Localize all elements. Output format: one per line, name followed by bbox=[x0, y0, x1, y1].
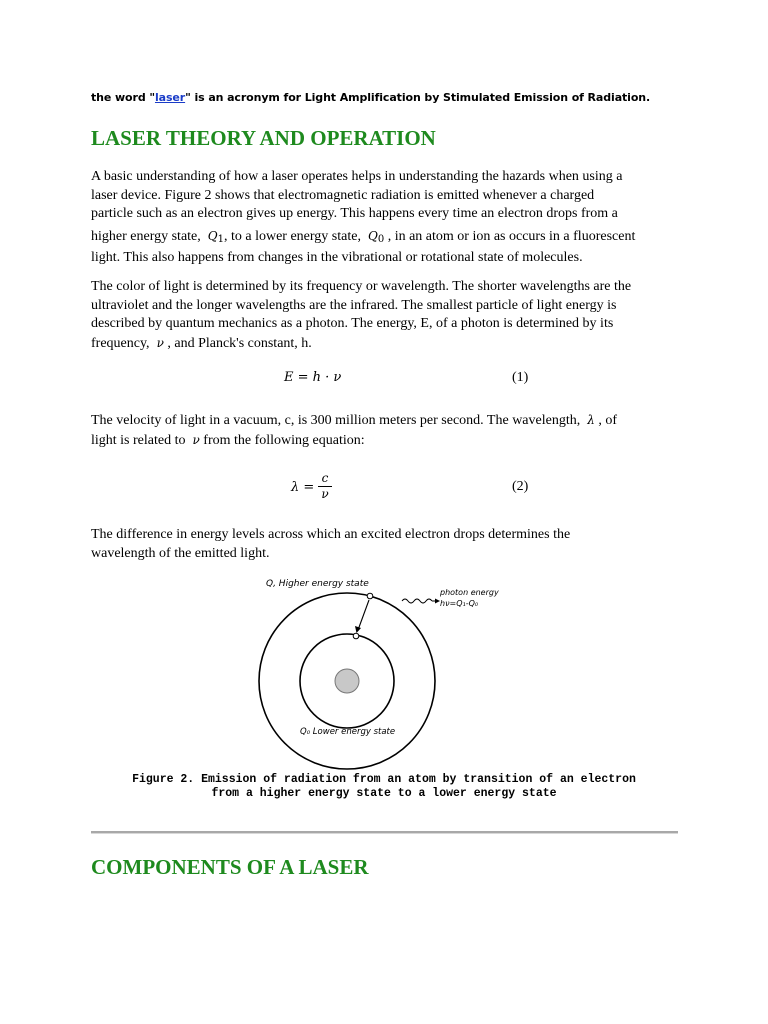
para2-line2: ultraviolet and the longer wavelengths are the infrared. The smallest particle of light energy is bbox=[91, 297, 617, 313]
intro-text-before: the word " bbox=[91, 91, 155, 104]
atom-energy-diagram bbox=[250, 572, 520, 772]
figure-caption bbox=[91, 773, 677, 801]
para1-line1: A basic understanding of how a laser operates helps in understanding the hazards when using a bbox=[91, 169, 623, 184]
equation-2-lhs: λ = bbox=[291, 480, 315, 495]
nucleus bbox=[335, 669, 359, 693]
nu-symbol: ν bbox=[156, 335, 164, 350]
paragraph-color-of-light bbox=[91, 278, 691, 353]
nu-symbol-2: ν bbox=[192, 432, 200, 447]
electron-low bbox=[353, 633, 359, 639]
label-photon-formula: hν=Q₁-Q₀ bbox=[440, 599, 479, 608]
para3-line2-b: from the following equation: bbox=[203, 432, 365, 448]
q0-symbol: $Q_0$ bbox=[367, 228, 385, 245]
intro-sentence bbox=[91, 91, 650, 104]
paragraph-velocity-of-light bbox=[91, 411, 691, 450]
heading-laser-theory: LASER THEORY AND OPERATION bbox=[91, 126, 436, 150]
photon-wave bbox=[402, 599, 432, 603]
paragraph-energy-levels bbox=[91, 526, 691, 563]
para2-line3: described by quantum mechanics as a photon. The energy, E, of a photon is determined by its bbox=[91, 316, 614, 331]
para2-line4 bbox=[91, 334, 691, 354]
equation-1-number: (1) bbox=[512, 370, 529, 385]
horizontal-rule bbox=[91, 831, 678, 834]
para1-line4-b: , to a lower energy state, bbox=[223, 228, 361, 244]
equation-1: E = h · ν bbox=[284, 370, 342, 385]
para4-line1: The difference in energy levels across which an excited electron drops determines the bbox=[91, 527, 571, 542]
label-higher-energy: Q, Higher energy state bbox=[266, 579, 369, 589]
label-photon-energy: photon energy bbox=[440, 588, 499, 597]
heading-components: COMPONENTS OF A LASER bbox=[91, 855, 369, 879]
label-lower-energy: Q₀ Lower energy state bbox=[300, 727, 396, 737]
caption-line2: from a higher energy state to a lower energy state bbox=[211, 787, 557, 800]
q1-symbol: $Q_1$ bbox=[207, 228, 224, 245]
para3-line2 bbox=[91, 431, 691, 451]
equation-2-numerator: c bbox=[321, 471, 329, 485]
lambda-symbol: λ bbox=[587, 413, 595, 427]
electron-high bbox=[367, 593, 373, 599]
transition-arrow bbox=[358, 600, 369, 630]
para1-line3: particle such as an electron gives up energy. This happens every time an electron drops from a bbox=[91, 206, 618, 221]
para1-line2: laser device. Figure 2 shows that electromagnetic radiation is emitted whenever a charged bbox=[91, 187, 595, 203]
laser-link[interactable]: laser bbox=[154, 91, 186, 104]
equation-2-fraction bbox=[318, 472, 332, 501]
para1-line4-c: , in an atom or ion as occurs in a fluorescent bbox=[387, 228, 636, 244]
para1-line5: light. This also happens from changes in the vibrational or rotational state of molecules. bbox=[91, 250, 583, 265]
para3-line1-a: The velocity of light in a vacuum, c, is 300 million meters per second. The wavelength, bbox=[91, 413, 581, 428]
para2-line4-b: , and Planck's constant, h. bbox=[167, 335, 312, 351]
para3-line1-b: , of bbox=[598, 413, 618, 428]
para1-line4 bbox=[91, 227, 691, 250]
equation-2-number: (2) bbox=[512, 479, 529, 494]
para2-line1: The color of light is determined by its frequency or wavelength. The shorter wavelengths are the bbox=[91, 279, 632, 294]
caption-line1: Figure 2. Emission of radiation from an atom by transition of an electron bbox=[132, 773, 636, 786]
para3-line1 bbox=[91, 411, 691, 431]
transition-arrowhead bbox=[355, 626, 361, 633]
para1-line4-a: higher energy state, bbox=[91, 228, 201, 244]
intro-text-after: " is an acronym for Light Amplification by Stimulated Emission of Radiation. bbox=[185, 91, 651, 104]
paragraph-basic-understanding bbox=[91, 168, 691, 268]
para2-line4-a: frequency, bbox=[91, 335, 150, 351]
equation-2-denominator: ν bbox=[321, 487, 329, 501]
para3-line2-a: light is related to bbox=[91, 432, 186, 448]
para4-line2: wavelength of the emitted light. bbox=[91, 545, 270, 561]
